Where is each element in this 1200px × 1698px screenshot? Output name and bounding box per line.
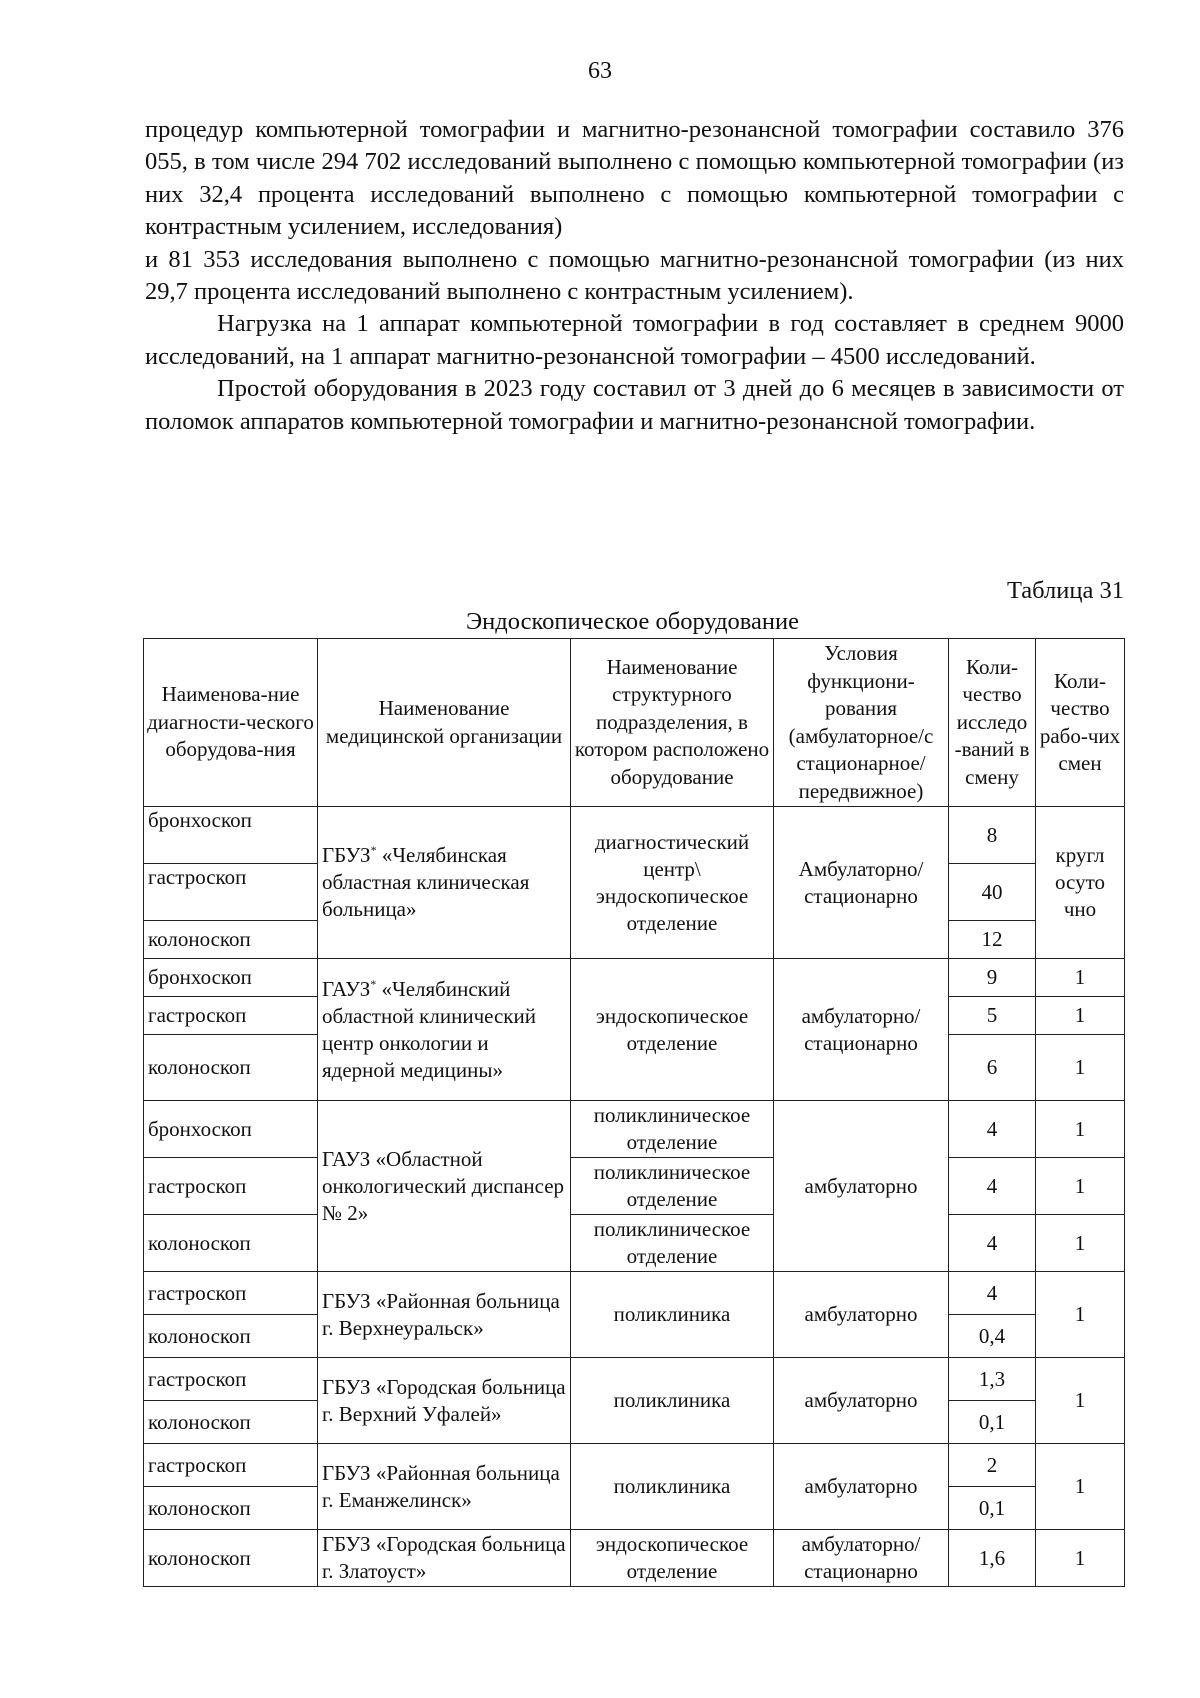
conditions-cell: амбулаторно [774, 1272, 949, 1358]
table-row [144, 1272, 1125, 1315]
shifts-cell: 1 [1036, 997, 1125, 1035]
equipment-cell: колоноскоп [144, 921, 318, 959]
conditions-cell: амбулаторно [774, 1101, 949, 1272]
unit-cell: поликлиническое отделение [571, 1158, 774, 1215]
studies-cell: 4 [949, 1272, 1036, 1315]
studies-cell: 2 [949, 1444, 1036, 1487]
paragraph-3: Нагрузка на 1 аппарат компьютерной томографии в год составляет в среднем 9000 исследований, на 1 аппарат магнитно-резонансной томографии – 4500 исследований. [145, 310, 1124, 370]
conditions-cell: амбулаторно [774, 1444, 949, 1530]
studies-cell: 0,1 [949, 1401, 1036, 1444]
shifts-cell: 1 [1036, 1035, 1125, 1101]
header-unit: Наименование структурного подразделения, в котором расположено оборудование [571, 639, 774, 807]
table-row [144, 1158, 1125, 1215]
shifts-cell: 1 [1036, 1215, 1125, 1272]
table-label: Таблица 31 [1006, 577, 1124, 604]
table-row [144, 1444, 1125, 1487]
equipment-cell: гастроскоп [144, 1358, 318, 1401]
studies-cell: 9 [949, 959, 1036, 997]
paragraph-1: процедур компьютерной томографии и магнитно-резонансной томографии составило 376 055, в том числе 294 702 исследований выполнено с помощью компьютерной томографии (из них 32,4 процента исследований выполнено с помощью компьютерной томографии с контрастным усилением, исследования) [145, 116, 1124, 241]
studies-cell: 4 [949, 1101, 1036, 1158]
equipment-cell: колоноскоп [144, 1035, 318, 1101]
equipment-cell: гастроскоп [144, 1444, 318, 1487]
unit-cell: эндоскопическое отделение [571, 959, 774, 1101]
paragraph-4: Простой оборудования в 2023 году составил от 3 дней до 6 месяцев в зависимости от поломок аппаратов компьютерной томографии и магнитно-резонансной томографии. [145, 375, 1124, 435]
equipment-cell: бронхоскоп [144, 959, 318, 997]
shifts-cell: 1 [1036, 1530, 1125, 1587]
conditions-cell: амбулаторно/ стационарно [774, 959, 949, 1101]
page-number: 63 [588, 58, 612, 84]
footnote-mark: * [370, 976, 377, 991]
equipment-cell: гастроскоп [144, 1158, 318, 1215]
studies-cell: 12 [949, 921, 1036, 959]
unit-cell: диагностический центр\ эндоскопическое отделение [571, 807, 774, 959]
equipment-cell: колоноскоп [144, 1530, 318, 1587]
unit-cell: поликлиническое отделение [571, 1215, 774, 1272]
organization-abbrev: ГБУЗ [322, 843, 371, 867]
shifts-cell: 1 [1036, 1158, 1125, 1215]
studies-cell: 40 [949, 864, 1036, 921]
paragraph-2: и 81 353 исследования выполнено с помощью магнитно-резонансной томографии (из них 29,7 процента исследований выполнено с контрастным усилением). [145, 245, 1124, 306]
studies-cell: 8 [949, 807, 1036, 864]
table-row [144, 1358, 1125, 1401]
equipment-cell: колоноскоп [144, 1487, 318, 1530]
header-organization: Наименование медицинской организации [318, 639, 571, 807]
organization-cell: ГАУЗ «Областной онкологический диспансер № 2» [318, 1101, 571, 1272]
studies-cell: 1,6 [949, 1530, 1036, 1587]
shifts-cell: 1 [1036, 1272, 1125, 1358]
table-row [144, 959, 1125, 997]
conditions-cell: амбулаторно/ стационарно [774, 1530, 949, 1587]
conditions-cell: амбулаторно [774, 1358, 949, 1444]
equipment-cell: гастроскоп [144, 1272, 318, 1315]
table-row [144, 1530, 1125, 1587]
equipment-cell: гастроскоп [144, 864, 318, 921]
organization-cell [318, 807, 571, 959]
studies-cell: 1,3 [949, 1358, 1036, 1401]
equipment-cell: бронхоскоп [144, 807, 318, 864]
table-header-row [144, 639, 1125, 807]
studies-cell: 0,4 [949, 1315, 1036, 1358]
header-conditions: Условия функциони-рования (амбулаторное/с стационарное/ передвижное) [774, 639, 949, 807]
header-equipment: Наименова-ние диагности-ческого оборудова-ния [144, 639, 318, 807]
equipment-cell: колоноскоп [144, 1401, 318, 1444]
table-row [144, 807, 1125, 864]
table-row [144, 1215, 1125, 1272]
table-title: Эндоскопическое оборудование [465, 608, 800, 635]
shifts-cell: 1 [1036, 1101, 1125, 1158]
organization-name: «Челябинская областная клиническая больница» [322, 843, 530, 921]
equipment-cell: бронхоскоп [144, 1101, 318, 1158]
unit-cell: поликлиника [571, 1444, 774, 1530]
organization-cell: ГБУЗ «Районная больница г. Еманжелинск» [318, 1444, 571, 1530]
equipment-cell: колоноскоп [144, 1315, 318, 1358]
header-studies: Коли-чество исследо -ваний в смену [949, 639, 1036, 807]
studies-cell: 6 [949, 1035, 1036, 1101]
unit-cell: поликлиника [571, 1358, 774, 1444]
header-shifts: Коли-чество рабо-чих смен [1036, 639, 1125, 807]
studies-cell: 0,1 [949, 1487, 1036, 1530]
studies-cell: 5 [949, 997, 1036, 1035]
studies-cell: 4 [949, 1215, 1036, 1272]
organization-cell: ГБУЗ «Районная больница г. Верхнеуральск» [318, 1272, 571, 1358]
equipment-cell: гастроскоп [144, 997, 318, 1035]
shifts-cell: 1 [1036, 1358, 1125, 1444]
shifts-cell: кругл осуто чно [1036, 807, 1125, 959]
footnote-mark: * [370, 843, 377, 857]
table-row [144, 1101, 1125, 1158]
organization-name: «Челябинский областной клинический центр онкологии и ядерной медицины» [322, 976, 536, 1082]
studies-cell: 4 [949, 1158, 1036, 1215]
equipment-cell: колоноскоп [144, 1215, 318, 1272]
organization-cell: ГБУЗ «Городская больница г. Верхний Уфалей» [318, 1358, 571, 1444]
body-text [145, 114, 1124, 438]
unit-cell: поликлиническое отделение [571, 1101, 774, 1158]
shifts-cell: 1 [1036, 959, 1125, 997]
endoscopic-equipment-table [143, 638, 1125, 1587]
unit-cell: эндоскопическое отделение [571, 1530, 774, 1587]
unit-cell: поликлиника [571, 1272, 774, 1358]
shifts-cell: 1 [1036, 1444, 1125, 1530]
conditions-cell: Амбулаторно/ стационарно [774, 807, 949, 959]
organization-cell: ГБУЗ «Городская больница г. Златоуст» [318, 1530, 571, 1587]
organization-cell [318, 959, 571, 1101]
organization-abbrev: ГАУЗ [322, 976, 371, 1001]
